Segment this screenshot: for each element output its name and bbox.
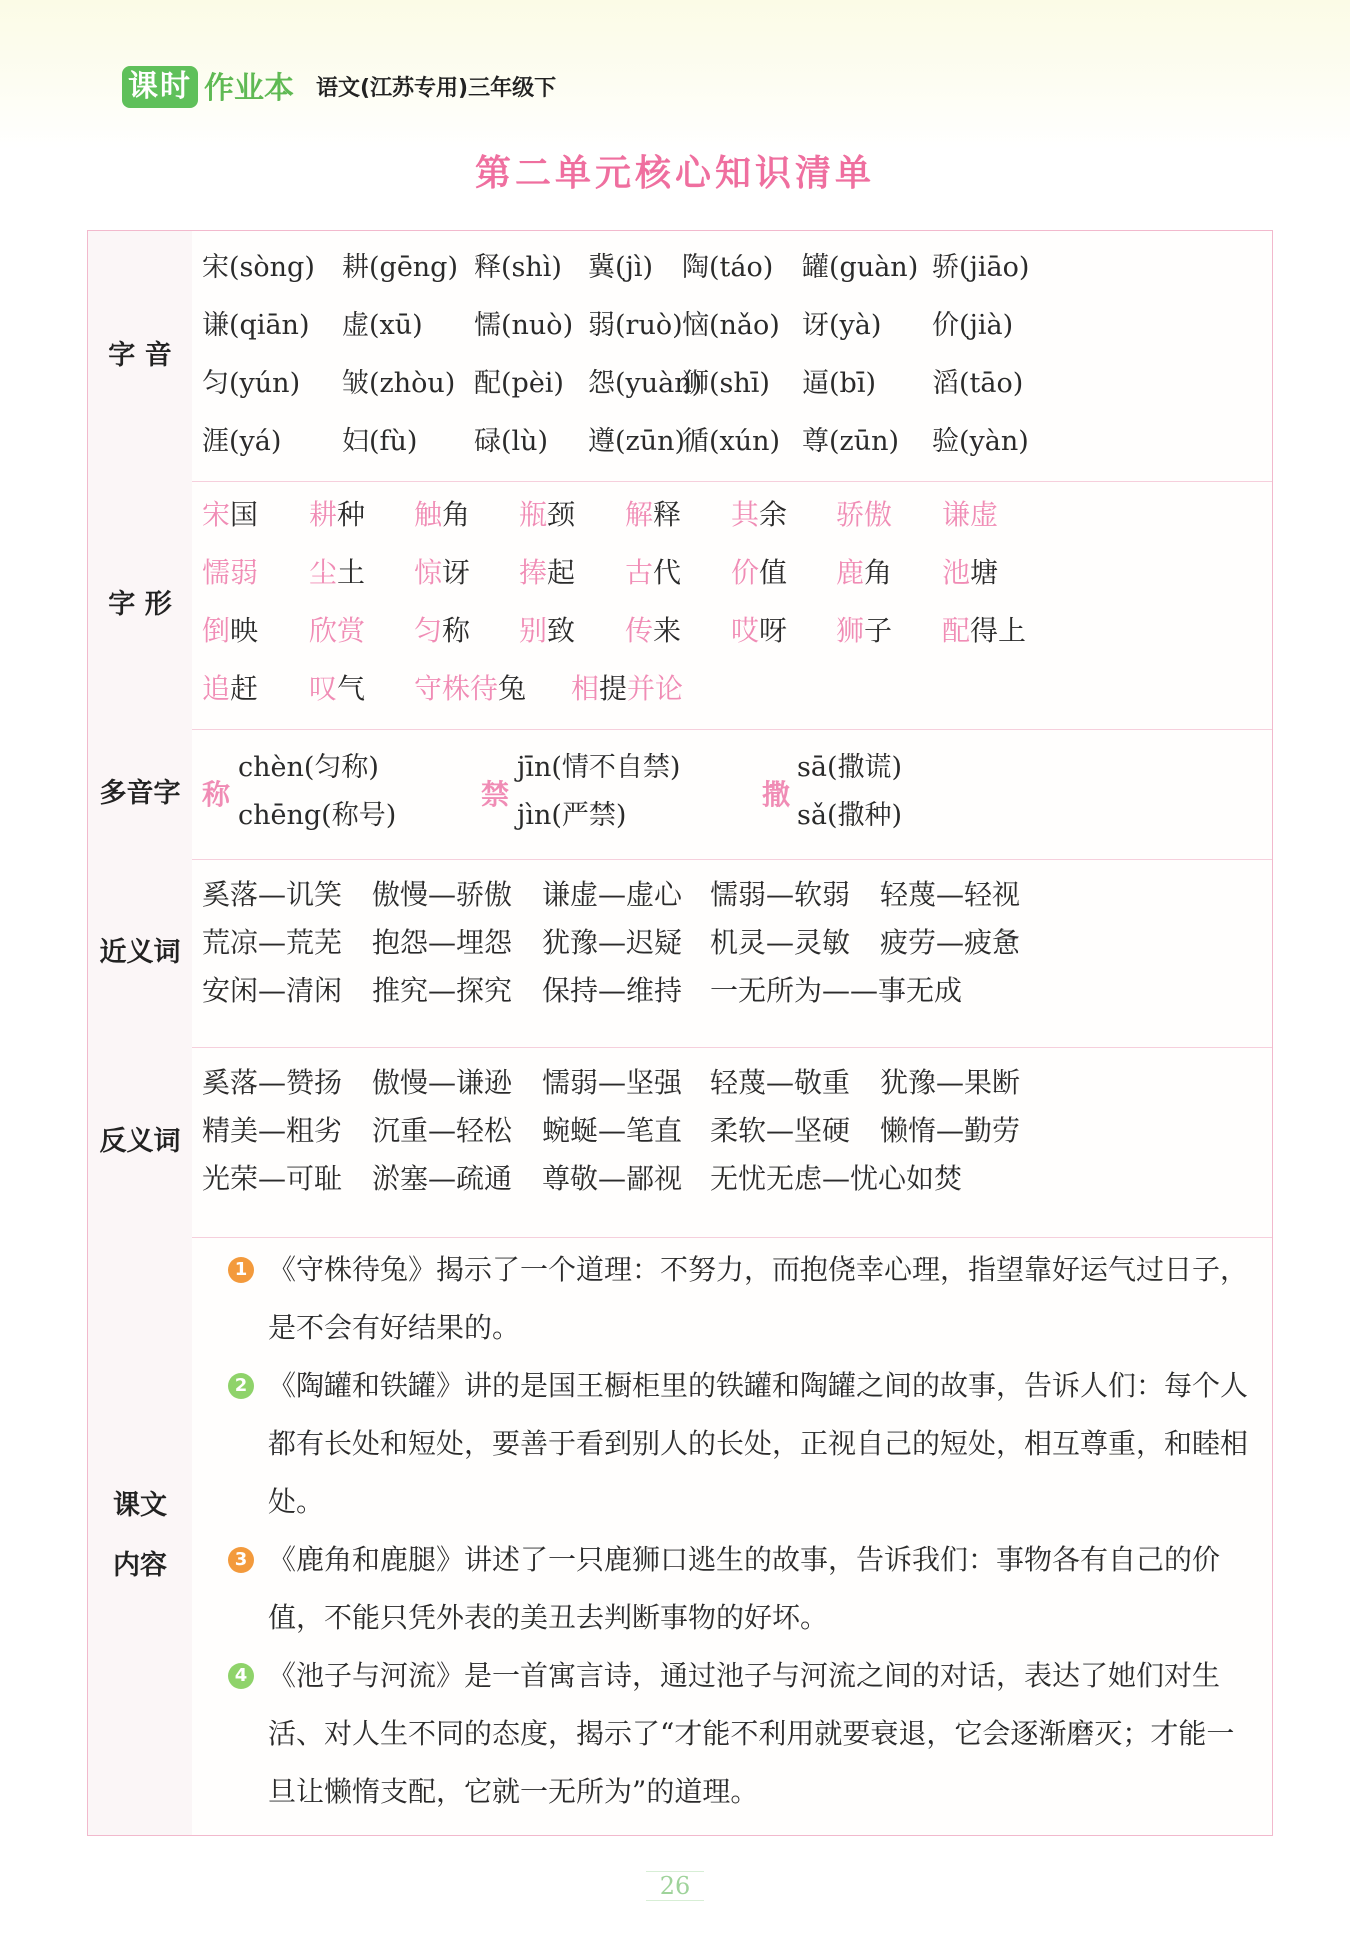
lesson-summary-item [228,1241,1256,1357]
jinyici-content [192,859,1272,1047]
zixing-char: 狮 [836,614,865,647]
zixing-char: 致 [547,614,576,647]
section-kewen [88,1237,1272,1835]
zixing-char: 哎 [731,614,760,647]
ziyin-item: 价(jià) [932,310,1014,341]
section-zixing [88,481,1272,730]
zixing-char: 叹 [309,672,338,705]
synonym-pair: 傲慢—骄傲 [372,878,513,911]
ziyin-item: 妇(fù) [342,426,418,457]
zixing-char: 并论 [627,672,684,705]
zixing-word [414,609,470,649]
zixing-word [625,493,681,533]
zixing-char: 传 [625,614,654,647]
kewen-content [192,1237,1272,1835]
lesson-summary-text: 《陶罐和铁罐》讲的是国王橱柜里的铁罐和陶罐之间的故事，告诉人们：每个人都有长处和短处，要善于看到别人的长处，正视自己的短处，相互尊重，和睦相处。 [268,1369,1249,1518]
polyphone-reading: sā(撒谎) [797,752,903,783]
ziyin-item: 涯(yá) [202,426,282,457]
lesson-summary-text: 《守株待兔》揭示了一个道理：不努力，而抱侥幸心理，指望靠好运气过日子，是不会有好结果的。 [268,1253,1249,1344]
antonym-pair: 尊敬—鄙视 [542,1162,683,1195]
zixing-char: 别 [519,614,548,647]
zixing-word [309,667,365,707]
zixing-char: 其 [731,498,760,531]
antonym-pair: 淤塞—疏通 [372,1162,513,1195]
ziyin-item: 懦(nuò) [474,310,574,341]
zixing-char: 余 [759,498,788,531]
antonym-pair: 奚落—赞扬 [202,1066,343,1099]
zixing-word [519,493,575,533]
antonym-pair: 光荣—可耻 [202,1162,343,1195]
ziyin-item: 遵(zūn) [588,426,686,457]
zixing-word [414,667,526,707]
ziyin-item: 耕(gēng) [342,252,459,283]
zixing-char: 代 [653,556,682,589]
zixing-word [625,609,681,649]
synonym-pair: 抱怨—埋怨 [372,926,513,959]
zixing-char: 讶 [442,556,471,589]
synonym-pair: 轻蔑—轻视 [880,878,1021,911]
zixing-char: 欣赏 [309,614,366,647]
ziyin-item: 循(xún) [682,426,781,457]
synonym-pair: 安闲—清闲 [202,974,343,1007]
page-header [122,58,556,108]
zixing-content [192,481,1272,729]
zixing-char: 赶 [230,672,259,705]
zixing-word [731,493,787,533]
zixing-char: 起 [547,556,576,589]
ziyin-item: 骄(jiāo) [932,252,1030,283]
lesson-summary-text: 《鹿角和鹿腿》讲述了一只鹿狮口逃生的故事，告诉我们：事物各有自己的价值，不能只凭外表的美丑去判断事物的好坏。 [268,1543,1221,1634]
synonym-pair: 一无所为——事无成 [710,974,963,1007]
zixing-word [202,609,258,649]
zixing-char: 懦弱 [202,556,259,589]
item-number-badge: 2 [228,1373,254,1399]
zixing-word [202,493,258,533]
synonym-pair: 荒凉—荒芜 [202,926,343,959]
ziyin-item: 验(yàn) [932,426,1029,457]
item-number-badge: 3 [228,1547,254,1573]
ziyin-item: 冀(jì) [588,252,654,283]
zixing-word [942,609,1026,649]
antonym-pair: 无忧无虑—忧心如焚 [710,1162,963,1195]
lesson-summary-item [228,1357,1256,1531]
kewen-label-line2: 内容 [113,1550,167,1581]
ziyin-item: 怨(yuàn) [588,368,703,399]
zixing-word [202,551,258,591]
antonym-pair: 懦弱—坚强 [542,1066,683,1099]
zixing-char: 土 [337,556,366,589]
section-label-duoyinzi: 多音字 [88,729,192,859]
ziyin-item: 配(pèi) [474,368,564,399]
ziyin-item: 尊(zūn) [802,426,900,457]
ziyin-item: 碌(lù) [474,426,549,457]
zixing-char: 兔 [498,672,527,705]
synonym-pair: 机灵—灵敏 [710,926,851,959]
zixing-word [414,551,470,591]
ziyin-item: 谦(qiān) [202,310,310,341]
ziyin-item: 弱(ruò) [588,310,683,341]
zixing-char: 得上 [970,614,1027,647]
section-label-fanyici: 反义词 [88,1047,192,1237]
polyphone-reading: jìn(严禁) [517,800,627,831]
zixing-char: 尘 [309,556,338,589]
section-duoyinzi [88,729,1272,860]
zixing-word [836,551,892,591]
zixing-word [625,551,681,591]
zixing-word [836,493,892,533]
zixing-char: 耕 [309,498,338,531]
zixing-word [942,551,998,591]
brand-logo-zuoye: 作业本 [204,71,294,106]
zixing-char: 气 [337,672,366,705]
zixing-char: 宋 [202,498,231,531]
zixing-char: 解 [625,498,654,531]
synonym-pair: 懦弱—软弱 [710,878,851,911]
ziyin-item: 宋(sòng) [202,252,315,283]
zixing-char: 塘 [970,556,999,589]
zixing-char: 角 [442,498,471,531]
zixing-char: 角 [864,556,893,589]
duoyinzi-content [192,729,1272,859]
antonym-pair: 傲慢—谦逊 [372,1066,513,1099]
zixing-char: 谦虚 [942,498,999,531]
zixing-char: 匀 [414,614,443,647]
zixing-char: 值 [759,556,788,589]
zixing-word [836,609,892,649]
zixing-char: 映 [230,614,259,647]
antonym-pair: 犹豫—果断 [880,1066,1021,1099]
zixing-char: 国 [230,498,259,531]
synonym-pair: 谦虚—虚心 [542,878,683,911]
synonym-pair: 推究—探究 [372,974,513,1007]
polyphone-reading: sǎ(撒种) [797,800,903,831]
antonym-pair: 懒惰—勤劳 [880,1114,1021,1147]
zixing-char: 子 [864,614,893,647]
zixing-char: 倒 [202,614,231,647]
section-label-jinyici: 近义词 [88,859,192,1047]
zixing-char: 池 [942,556,971,589]
lesson-summary-text: 《池子与河流》是一首寓言诗，通过池子与河流之间的对话，表达了她们对生活、对人生不同的态度，揭示了“才能不利用就要衰退，它会逐渐磨灭；才能一旦让懒惰支配，它就一无所为”的道理。 [268,1659,1235,1808]
polyphone-char: 禁 [481,778,510,811]
ziyin-item: 恼(nǎo) [682,310,780,341]
polyphone-char: 称 [202,778,231,811]
synonym-pair: 奚落—讥笑 [202,878,343,911]
section-label-zixing: 字 形 [88,481,192,729]
ziyin-item: 狮(shī) [682,368,770,399]
zixing-char: 价 [731,556,760,589]
antonym-pair: 轻蔑—敬重 [710,1066,851,1099]
polyphone-char: 撒 [762,778,791,811]
zixing-char: 鹿 [836,556,865,589]
ziyin-item: 虚(xū) [342,310,423,341]
zixing-char: 相 [571,672,600,705]
ziyin-content [192,231,1272,481]
zixing-word [309,493,365,533]
ziyin-item: 匀(yún) [202,368,301,399]
section-fanyici [88,1047,1272,1238]
item-number-badge: 1 [228,1257,254,1283]
zixing-word [309,551,365,591]
ziyin-item: 讶(yà) [802,310,882,341]
fanyici-content [192,1047,1272,1237]
ziyin-item: 皱(zhòu) [342,368,456,399]
antonym-pair: 沉重—轻松 [372,1114,513,1147]
zixing-word [202,667,258,707]
zixing-word [571,667,683,707]
ziyin-item: 陶(táo) [682,252,774,283]
ziyin-item: 罐(guàn) [802,252,919,283]
page-number [0,1872,1350,1900]
ziyin-item: 释(shì) [474,252,562,283]
antonym-pair: 蜿蜒—笔直 [542,1114,683,1147]
section-label-kewen [88,1237,192,1835]
zixing-char: 守株待 [414,672,499,705]
page-title: 第二单元核心知识清单 [474,153,875,194]
lesson-summary-item [228,1531,1256,1647]
zixing-char: 触 [414,498,443,531]
zixing-char: 释 [653,498,682,531]
polyphone-reading: jīn(情不自禁) [517,752,681,783]
zixing-word [309,609,365,649]
book-subtitle: 语文(江苏专用)三年级下 [316,76,557,101]
zixing-char: 配 [942,614,971,647]
zixing-char: 惊 [414,556,443,589]
lesson-summary-item [228,1647,1256,1821]
polyphone-reading: chèn(匀称) [238,752,379,783]
zixing-word [519,609,575,649]
zixing-char: 颈 [547,498,576,531]
zixing-word [519,551,575,591]
zixing-char: 捧 [519,556,548,589]
zixing-char: 种 [337,498,366,531]
antonym-pair: 精美—粗劣 [202,1114,343,1147]
zixing-char: 呀 [759,614,788,647]
zixing-char: 古 [625,556,654,589]
zixing-char: 来 [653,614,682,647]
section-label-ziyin: 字 音 [88,231,192,481]
synonym-pair: 保持—维持 [542,974,683,1007]
zixing-word [414,493,470,533]
synonym-pair: 犹豫—迟疑 [542,926,683,959]
ziyin-item: 滔(tāo) [932,368,1024,399]
knowledge-table [87,230,1273,1836]
zixing-char: 瓶 [519,498,548,531]
zixing-char: 提 [599,672,628,705]
brand-logo-keshi: 课时 [122,66,198,108]
kewen-label-line1: 课文 [113,1490,167,1521]
zixing-word [731,551,787,591]
antonym-pair: 柔软—坚硬 [710,1114,851,1147]
item-number-badge: 4 [228,1663,254,1689]
synonym-pair: 疲劳—疲惫 [880,926,1021,959]
page-number-text: 26 [646,1871,705,1901]
zixing-char: 追 [202,672,231,705]
zixing-char: 称 [442,614,471,647]
zixing-word [942,493,998,533]
polyphone-reading: chēng(称号) [238,800,397,831]
zixing-word [731,609,787,649]
section-jinyici [88,859,1272,1048]
section-ziyin [88,231,1272,482]
zixing-char: 骄傲 [836,498,893,531]
ziyin-item: 逼(bī) [802,368,876,399]
